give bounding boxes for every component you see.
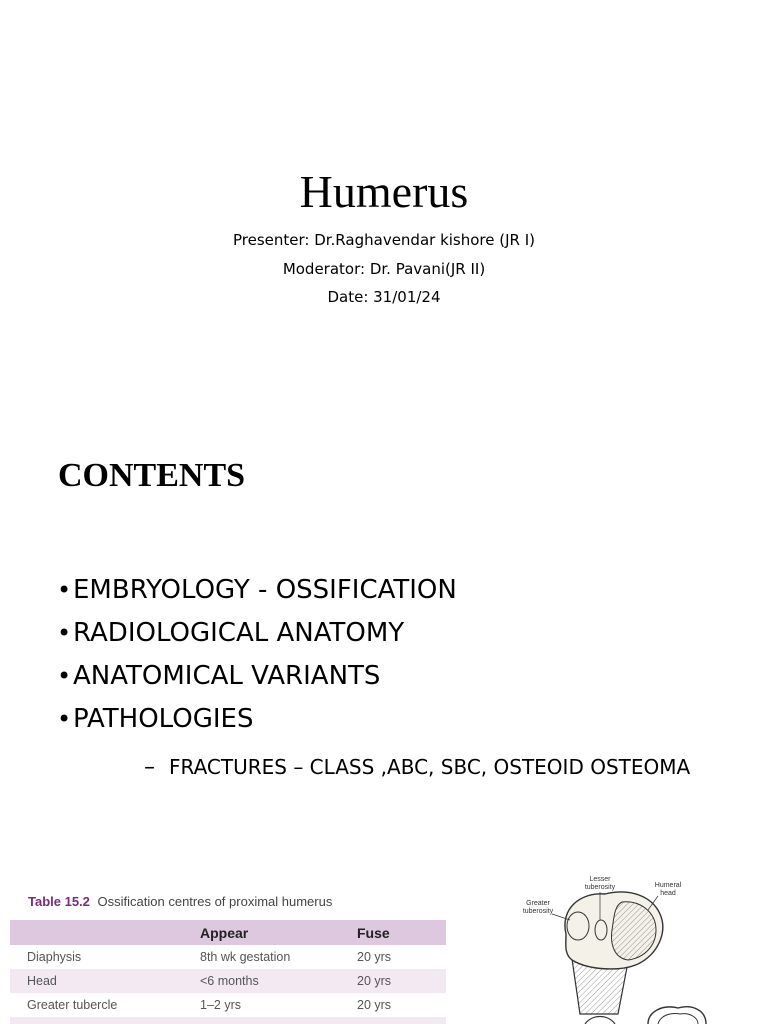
table-caption xyxy=(28,893,332,911)
list-item-label: PATHOLOGIES xyxy=(73,704,254,734)
list-item xyxy=(57,661,457,704)
bullet-icon: • xyxy=(57,576,72,604)
table-cell: 20 yrs xyxy=(357,950,392,964)
list-item-label: RADIOLOGICAL ANATOMY xyxy=(73,618,405,648)
lesser-tuberosity-label: Lesser tuberosity xyxy=(584,876,616,891)
table-cell: Head xyxy=(10,969,200,993)
table-cell: 20 yrs xyxy=(357,969,446,993)
table-row xyxy=(10,993,446,1017)
greater-tuberosity-shape xyxy=(567,912,589,940)
table-header-row xyxy=(10,920,446,945)
list-item-label: ANATOMICAL VARIANTS xyxy=(73,661,381,691)
dash-icon: – xyxy=(144,755,155,780)
table-header xyxy=(10,920,200,945)
presenter-line: Presenter: Dr.Raghavendar kishore (JR I) xyxy=(232,231,536,249)
list-item xyxy=(57,575,457,618)
sub-list-item xyxy=(144,755,690,780)
table-cell: 1–2 yrs xyxy=(200,998,241,1012)
contents-slide xyxy=(0,430,768,860)
humerus-drawing xyxy=(510,874,768,1024)
table-cell: Greater tubercle xyxy=(27,998,118,1012)
list-item xyxy=(57,704,457,747)
table-cell: Diaphysis xyxy=(27,950,82,964)
table-row xyxy=(10,1017,446,1024)
table-row xyxy=(10,969,446,993)
bullet-icon: • xyxy=(57,705,72,733)
list-item-label: EMBRYOLOGY - OSSIFICATION xyxy=(73,575,457,605)
greater-tuberosity-label: Greater tuberosity xyxy=(522,900,554,915)
lesser-tuberosity-shape xyxy=(595,920,607,940)
table-row xyxy=(10,945,446,969)
contents-list xyxy=(57,575,457,747)
sub-list-item-label: FRACTURES – CLASS ,ABC, SBC, OSTEOID OSTEOMA xyxy=(169,755,691,779)
bullet-icon: • xyxy=(57,662,72,690)
table-number: Table 15.2 xyxy=(28,894,90,909)
table-cell: <6 months xyxy=(200,969,357,993)
table-header: Appear xyxy=(200,920,357,945)
title-slide xyxy=(0,0,768,430)
table-cell: 20 yrs xyxy=(357,998,392,1012)
bullet-icon: • xyxy=(57,619,72,647)
moderator-line: Moderator: Dr. Pavani(JR II) xyxy=(282,260,486,278)
date-line: Date: 31/01/24 xyxy=(327,288,441,306)
humerus-diagram xyxy=(510,874,768,1024)
contents-heading: CONTENTS xyxy=(58,457,246,494)
list-item xyxy=(57,618,457,661)
ossification-table xyxy=(10,920,446,1024)
humeral-head-label: Humeral head xyxy=(654,882,682,897)
ossification-slide xyxy=(0,860,768,1024)
table-cell: 8th wk gestation xyxy=(200,950,291,964)
slide-title: Humerus xyxy=(299,166,469,217)
table-title: Ossification centres of proximal humerus xyxy=(97,894,333,909)
table-header: Fuse xyxy=(357,920,446,945)
